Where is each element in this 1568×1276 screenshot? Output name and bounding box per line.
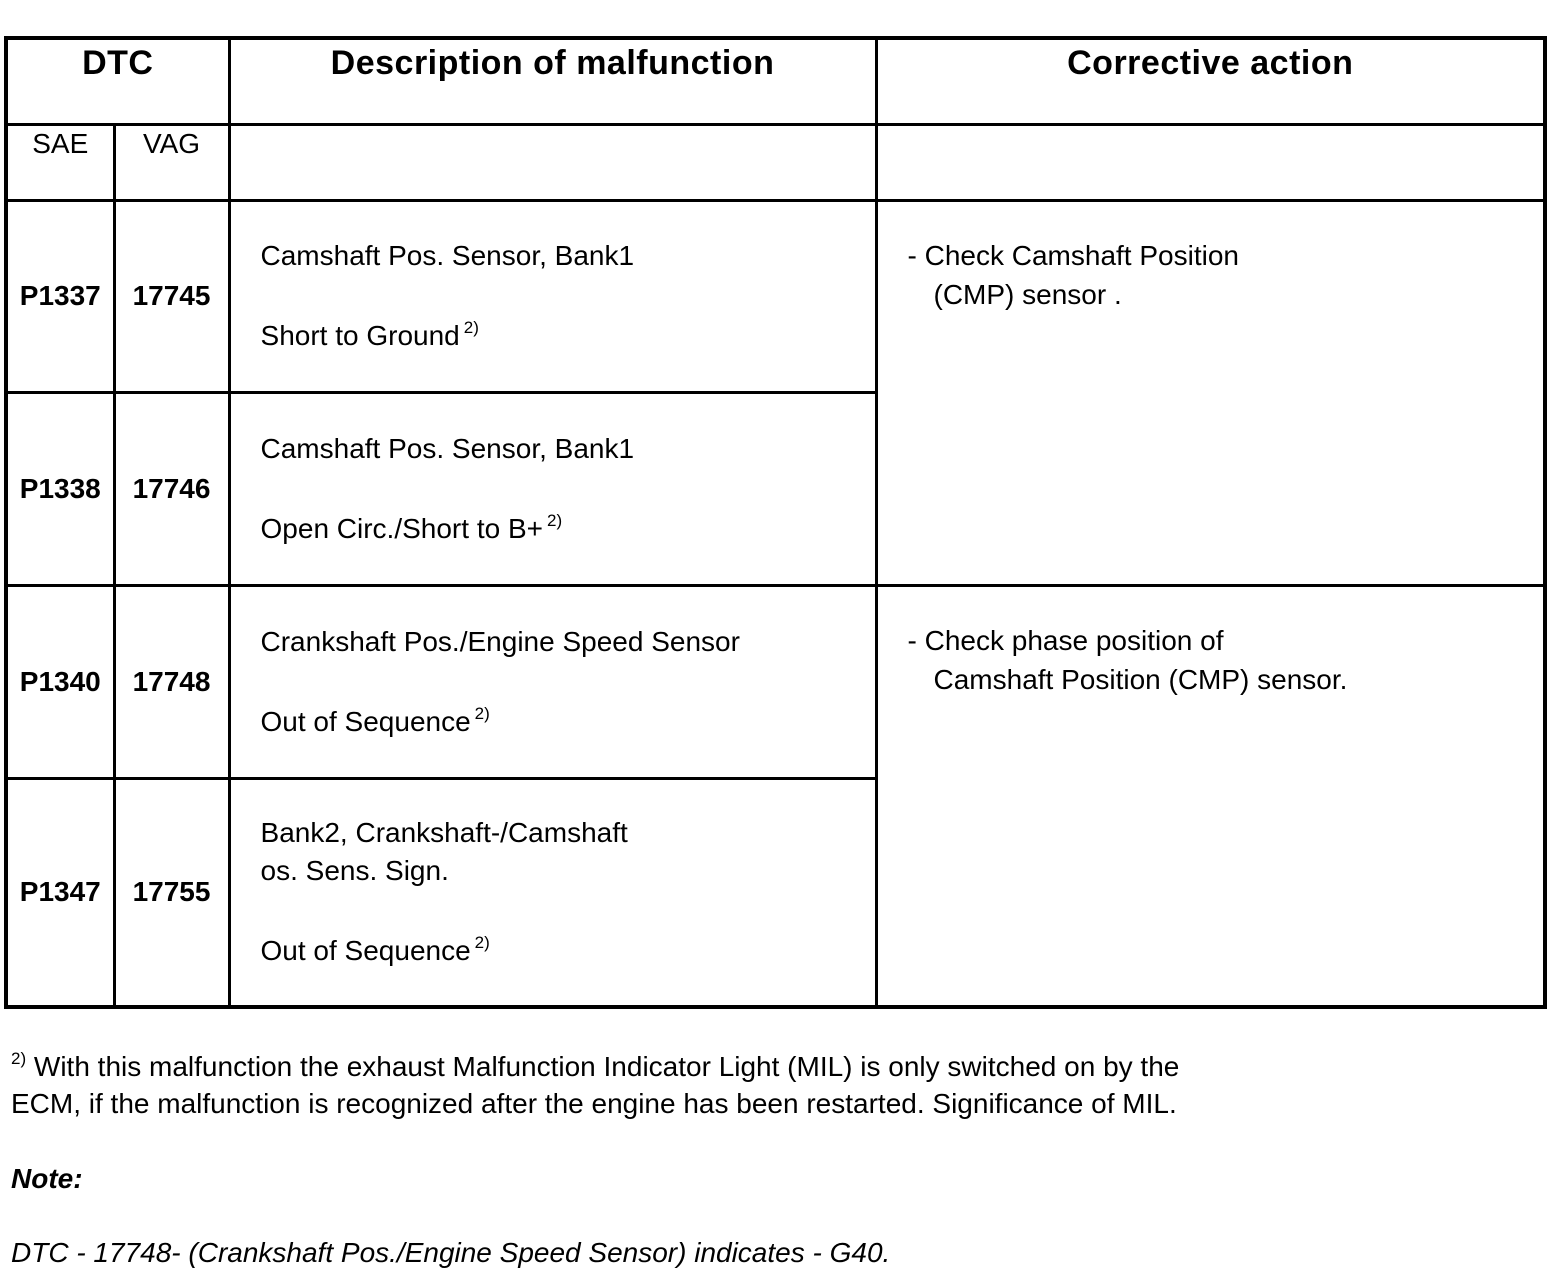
description-line: Camshaft Pos. Sensor, Bank1 xyxy=(260,240,635,271)
header-corrective-action: Corrective action xyxy=(876,38,1545,124)
corrective-action-cell xyxy=(876,200,1545,585)
table-row xyxy=(6,200,1545,392)
dtc-table xyxy=(4,36,1547,1009)
subheader-row xyxy=(6,124,1545,200)
description-line: Bank2, Crankshaft-/Camshaft xyxy=(260,817,628,849)
action-line: (CMP) sensor . xyxy=(933,278,1122,310)
header-row xyxy=(6,38,1545,124)
description-line xyxy=(261,317,875,355)
vag-code: 17748 xyxy=(114,585,229,778)
subheader-sae: SAE xyxy=(6,124,114,200)
sae-code: P1340 xyxy=(6,585,114,778)
description-text: Out of Sequence xyxy=(260,935,471,967)
footnote-reference: 2) xyxy=(546,510,563,530)
footnote-reference: 2) xyxy=(474,703,490,723)
subheader-action-empty xyxy=(876,124,1545,200)
footnote-line-1 xyxy=(11,1048,1541,1085)
malfunction-description xyxy=(229,778,876,1007)
malfunction-description xyxy=(229,585,876,778)
footnote-text: With this malfunction the exhaust Malfunction Indicator Light (MIL) is only switched on by the xyxy=(26,1051,1180,1082)
table-row xyxy=(6,585,1545,778)
footnote-line-2: ECM, if the malfunction is recognized after the engine has been restarted. Significance of MIL. xyxy=(11,1088,1177,1119)
description-text: Out of Sequence xyxy=(260,705,471,737)
description-line xyxy=(261,932,875,970)
action-line: - Check phase position of xyxy=(907,624,1224,656)
sae-code: P1338 xyxy=(6,392,114,585)
note-label: Note: xyxy=(11,1163,83,1194)
description-line: Crankshaft Pos./Engine Speed Sensor xyxy=(260,625,740,657)
footnote-reference: 2) xyxy=(463,318,479,337)
malfunction-description xyxy=(229,200,876,392)
footnote-mark: 2) xyxy=(11,1049,27,1068)
sae-code: P1347 xyxy=(6,778,114,1007)
description-line xyxy=(261,510,875,548)
vag-code: 17746 xyxy=(114,392,229,585)
description-line xyxy=(261,703,875,741)
vag-code: 17745 xyxy=(114,200,229,392)
note-text: DTC - 17748- (Crankshaft Pos./Engine Speed Sensor) indicates - G40. xyxy=(11,1237,891,1268)
subheader-description-empty xyxy=(229,124,876,200)
vag-code: 17755 xyxy=(114,778,229,1007)
header-description: Description of malfunction xyxy=(229,38,876,124)
subheader-vag: VAG xyxy=(114,124,229,200)
malfunction-description xyxy=(229,392,876,585)
description-line: os. Sens. Sign. xyxy=(260,855,449,887)
header-dtc: DTC xyxy=(6,38,229,124)
description-text: Open Circ./Short to B+ xyxy=(260,512,543,544)
description-line: Camshaft Pos. Sensor, Bank1 xyxy=(260,432,635,464)
sae-code: P1337 xyxy=(6,200,114,392)
description-text: Short to Ground xyxy=(260,320,460,351)
corrective-action-cell xyxy=(876,585,1545,1007)
action-line: - Check Camshaft Position xyxy=(907,239,1239,271)
footnote xyxy=(11,1048,1541,1122)
footnote-reference: 2) xyxy=(474,933,490,953)
action-line: Camshaft Position (CMP) sensor. xyxy=(933,663,1348,695)
